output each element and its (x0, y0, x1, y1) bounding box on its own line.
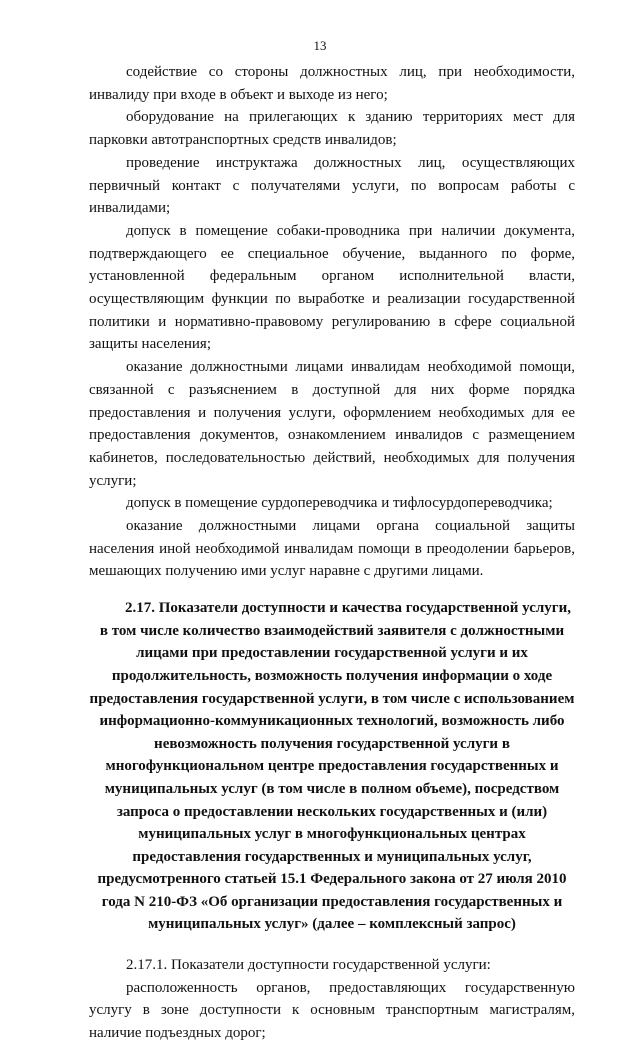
paragraph-parking: оборудование на прилегающих к зданию территориях мест для парковки автотранспортных средств инвалидов; (89, 109, 575, 149)
paragraph-briefing: проведение инструктажа должностных лиц, осуществляющих первичный контакт с получателями услуги, по вопросам работы с инвалидами; (89, 154, 575, 217)
paragraph-location: расположенность органов, предоставляющих государственную услугу в зоне доступности к основным транспортным магистралям, наличие подъездных дорог; (89, 979, 575, 1042)
paragraph-assistance-entry: содействие со стороны должностных лиц, при необходимости, инвалиду при входе в объект и выходе из него; (89, 64, 575, 103)
paragraph-other-assistance: оказание должностными лицами органа социальной защиты населения иной необходимой инвалидам помощи в преодолении барьеров, мешающих получению ими услуг наравне с другими лицами. (89, 518, 575, 580)
page-number: 13 (313, 38, 327, 53)
paragraph-2-17-1: 2.17.1. Показатели доступности государственной услуги: (126, 957, 491, 974)
paragraph-interpreter: допуск в помещение сурдопереводчика и тифлосурдопереводчика; (126, 495, 553, 512)
document-body (89, 61, 575, 1045)
section-heading-2-17: 2.17. Показатели доступности и качества государственной услуги, в том числе количество взаимодействий заявителя с должностными лицами при предоставлении государственной услуги и их продолжительность, возможность получения информации о ходе предоставления государственной услуги, в том числе с использованием информационно-коммуникационных технологий, возможность либо невозможность получения государственной услуги в многофункциональном центре предоставления государственных и муниципальных услуг (в том числе в полном объеме), посредством запроса о предоставлении нескольких государственных и (или) муниципальных услуг в многофункциональных центрах предоставления государственных и муниципальных услуг, предусмотренного статьей 15.1 Федерального закона от 27 июля 2010 года N 210-ФЗ «Об организации предоставления государственных и муниципальных услуг» (далее – комплексный запрос) (89, 600, 575, 933)
paragraph-assistance-officials: оказание должностными лицами инвалидам необходимой помощи, связанной с разъяснением в доступной для них форме порядка предоставления и получения услуги, оформлением необходимых для ее предоставления документов, ознакомлением инвалидов с размещением кабинетов, последовательностью действий, необходимых для получения услуги; (89, 359, 575, 489)
paragraph-guide-dog: допуск в помещение собаки-проводника при наличии документа, подтверждающего ее специальное обучение, выданного по форме, установленной федеральным органом исполнительной власти, осуществляющим функции по выработке и реализации государственной политики и нормативно-правовому регулированию в сфере социальной защиты населения; (89, 222, 575, 353)
spacer (89, 936, 575, 954)
